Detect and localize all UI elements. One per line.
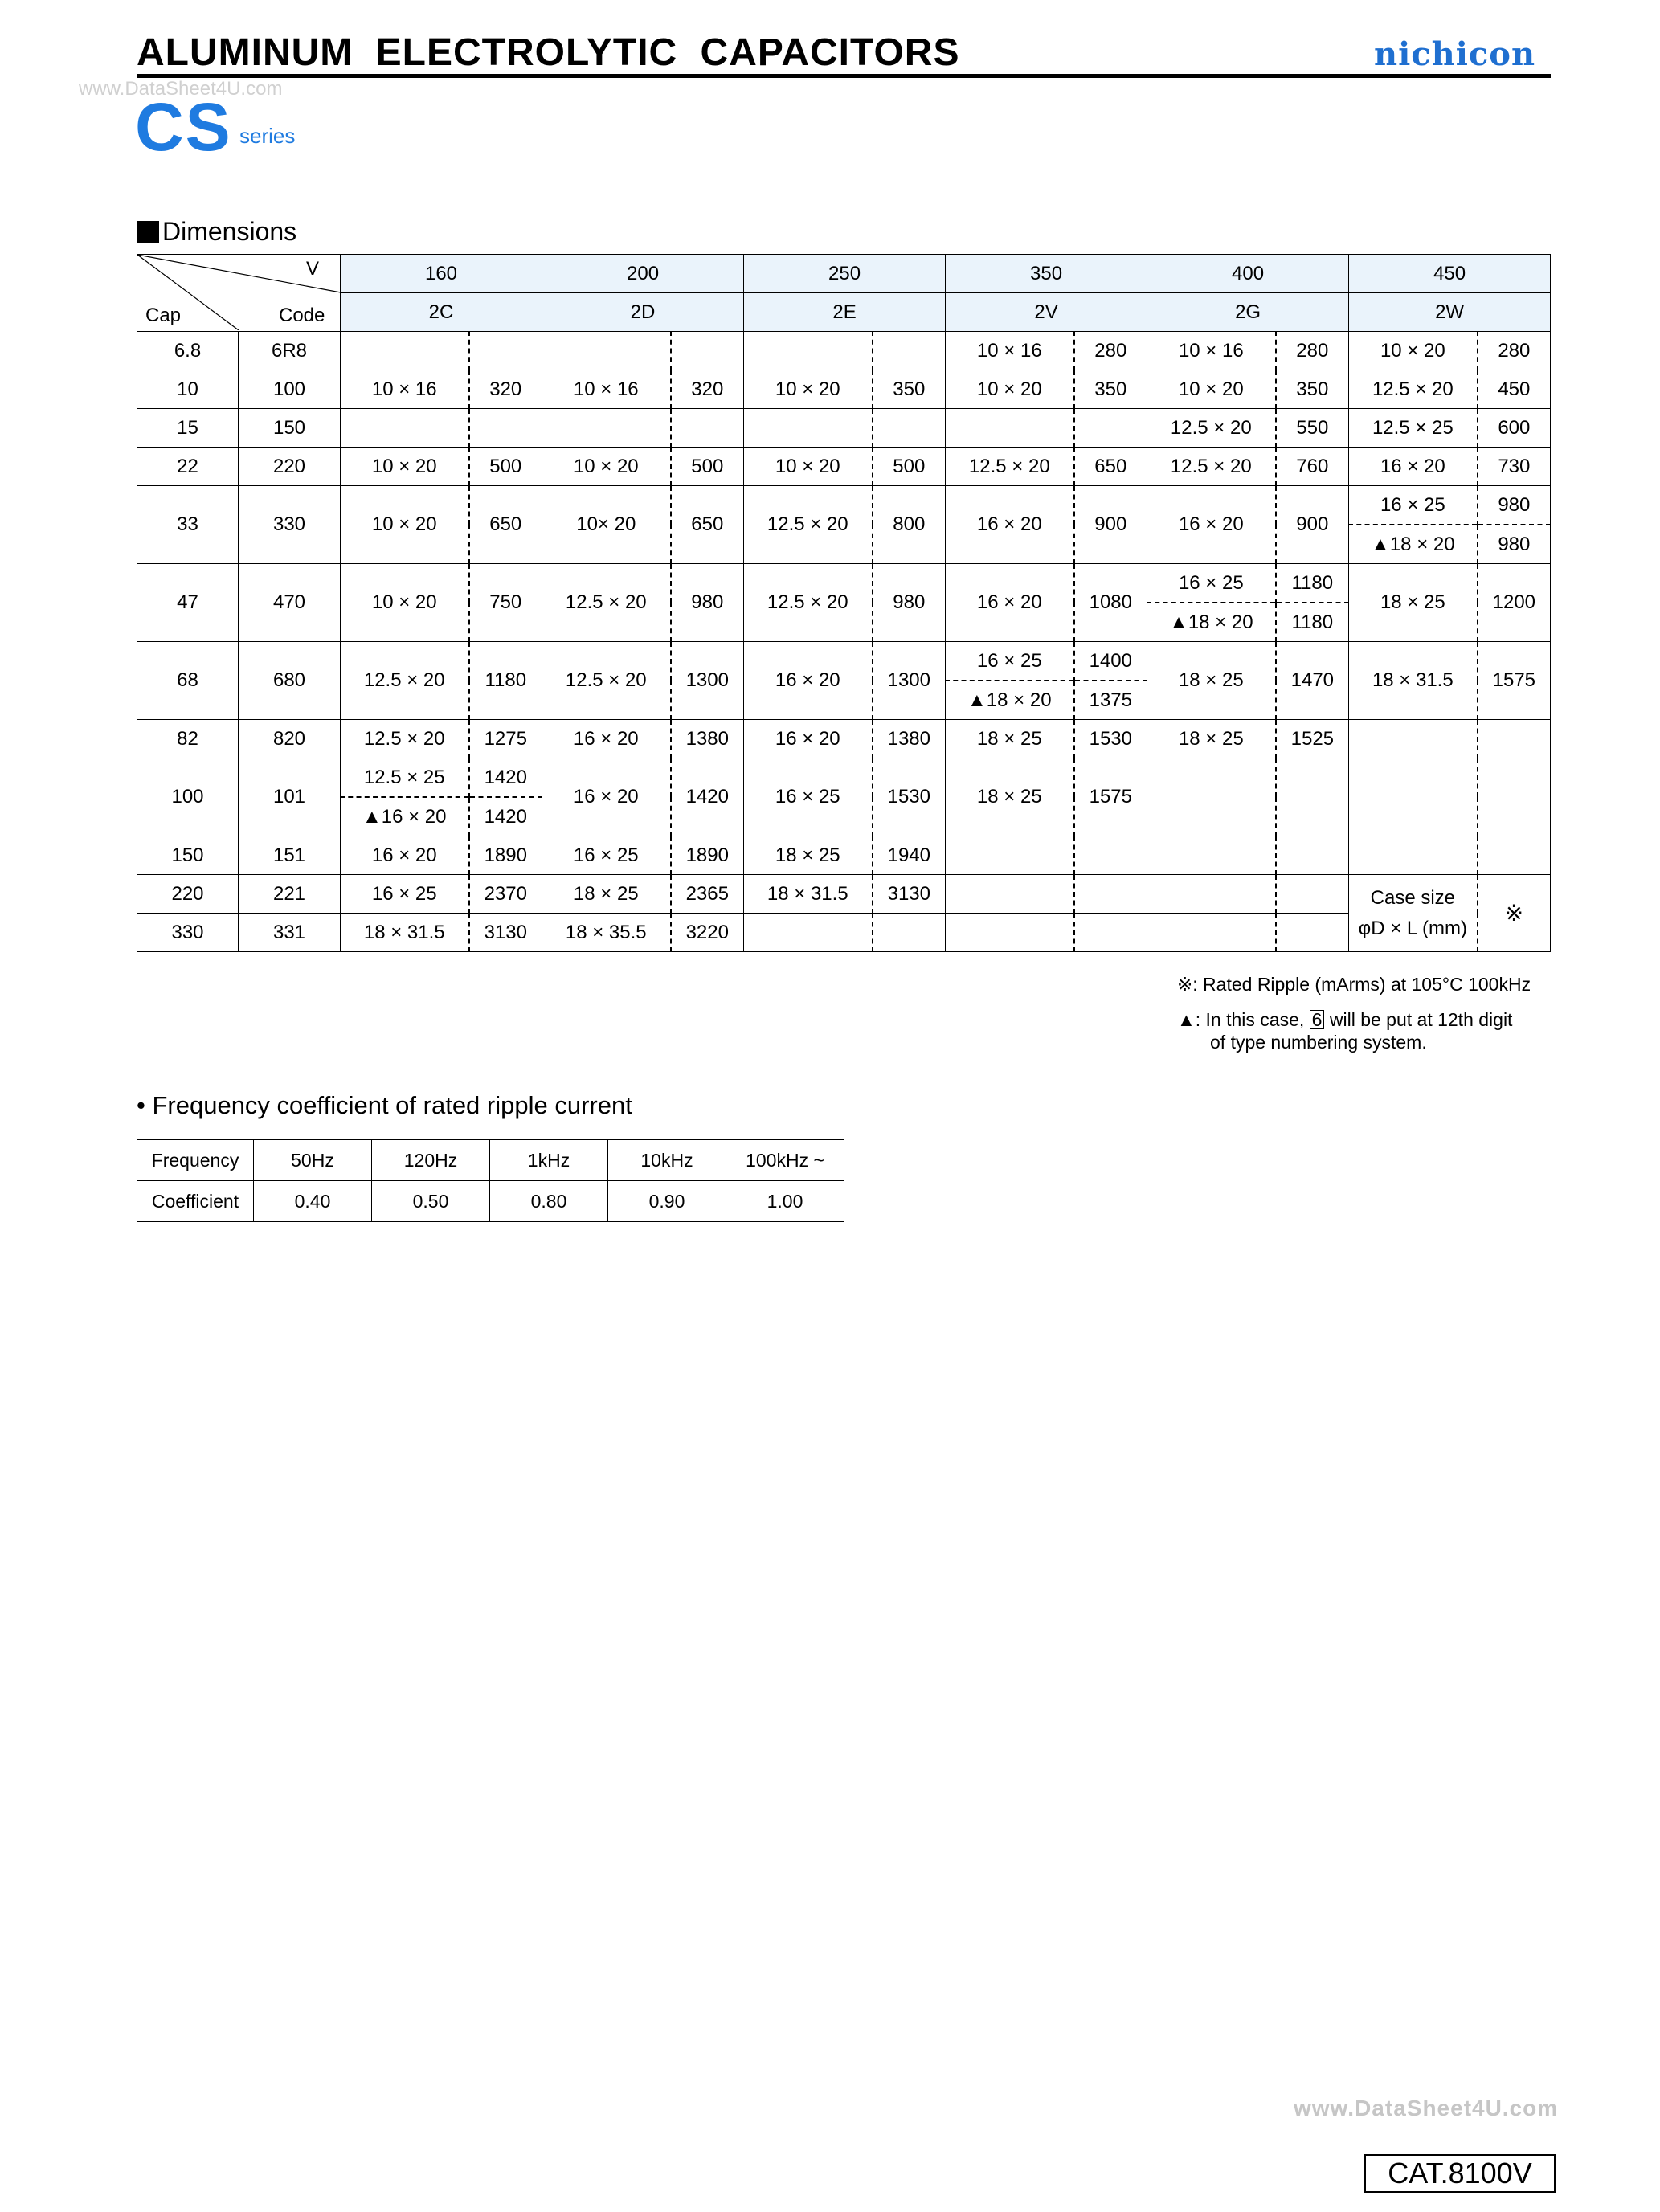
case-size-cell: 16 × 25 [1147,564,1276,603]
ripple-cell [1074,875,1147,914]
case-size-cell: 12.5 × 20 [946,448,1074,486]
ripple-cell [469,409,542,448]
vcode-header: 2G [1147,293,1349,332]
freq-cell: 50Hz [254,1140,372,1181]
voltage-header: 400 [1147,255,1349,293]
case-size-cell: 16 × 20 [744,642,873,720]
ripple-cell: 800 [873,486,946,564]
ripple-cell: 980 [873,564,946,642]
cap-cell: 330 [137,914,239,952]
case-size-cell [542,332,671,370]
table-row [137,642,1551,681]
case-size-cell [946,914,1074,952]
cap-label: Cap [145,305,182,326]
case-size-cell: 10 × 16 [341,370,469,409]
ripple-cell [1276,836,1349,875]
case-size-cell: 18 × 25 [946,720,1074,758]
coef-cell: 0.50 [372,1181,490,1222]
case-size-cell: 16 × 20 [1349,448,1478,486]
cap-cell: 68 [137,642,239,720]
ripple-cell: 1575 [1074,758,1147,836]
case-size-cell: 18 × 25 [542,875,671,914]
case-size-cell: 10 × 20 [1147,370,1276,409]
ripple-cell: 600 [1478,409,1551,448]
case-size-cell: 18 × 25 [1147,642,1276,720]
note-triangle-line2: of type numbering system. [1210,1032,1427,1053]
voltage-header-row [137,255,1551,293]
case-size-cell: 18 × 25 [1147,720,1276,758]
case-size-cell: 10 × 20 [341,448,469,486]
case-size-cell: ▲16 × 20 [341,797,469,836]
watermark-bottom: www.DataSheet4U.com [1294,2095,1559,2120]
case-size-cell: 16 × 25 [1349,486,1478,525]
table-row [137,448,1551,486]
ripple-cell: 3220 [671,914,744,952]
ripple-cell: 550 [1276,409,1349,448]
ripple-cell: 2370 [469,875,542,914]
table-row [137,370,1551,409]
case-size-cell [744,332,873,370]
ripple-cell: 1400 [1074,642,1147,681]
case-size-cell: 12.5 × 20 [1147,409,1276,448]
ripple-cell [1478,836,1551,875]
code-cell: 150 [239,409,341,448]
ripple-cell: 320 [671,370,744,409]
case-size-cell: 12.5 × 20 [542,642,671,720]
freq-cell: 100kHz ~ [726,1140,844,1181]
ripple-cell [1074,836,1147,875]
ripple-cell [1478,758,1551,836]
ripple-cell [873,332,946,370]
cap-cell: 10 [137,370,239,409]
ripple-cell: 980 [1478,486,1551,525]
case-size-cell: 10 × 20 [744,370,873,409]
case-size-cell [1147,758,1276,836]
ripple-cell: 280 [1074,332,1147,370]
case-size-cell [744,409,873,448]
cap-cell: 100 [137,758,239,836]
page-title: ALUMINUM ELECTROLYTIC CAPACITORS [137,31,960,74]
case-size-cell: 18 × 31.5 [341,914,469,952]
case-size-cell: 12.5 × 20 [744,564,873,642]
frequency-label: Frequency [137,1140,254,1181]
case-size-cell: 10 × 20 [542,448,671,486]
frequency-heading: • Frequency coefficient of rated ripple current [137,1091,632,1119]
ripple-cell: 1080 [1074,564,1147,642]
ripple-cell: 1180 [469,642,542,720]
case-size-cell: 18 × 25 [744,836,873,875]
coefficient-label: Coefficient [137,1181,254,1222]
ripple-cell: 280 [1276,332,1349,370]
ripple-cell: 1530 [873,758,946,836]
header-corner-cell [137,255,341,332]
dimensions-heading [137,217,296,247]
ripple-cell: 1575 [1478,642,1551,720]
cap-cell: 15 [137,409,239,448]
case-size-cell [341,332,469,370]
ripple-cell: 900 [1276,486,1349,564]
ripple-cell: 1375 [1074,681,1147,720]
note-rated-ripple: ※: Rated Ripple (mArms) at 105°C 100kHz [1177,974,1531,995]
ripple-cell: 350 [873,370,946,409]
case-size-cell: 12.5 × 20 [744,486,873,564]
ripple-cell [873,914,946,952]
ripple-cell: 500 [671,448,744,486]
vcode-header: 2W [1349,293,1551,332]
case-size-cell [1147,836,1276,875]
cap-cell: 33 [137,486,239,564]
case-size-cell [744,914,873,952]
coef-cell: 1.00 [726,1181,844,1222]
ripple-cell [1074,409,1147,448]
case-size-cell: 16 × 25 [946,642,1074,681]
voltage-header: 450 [1349,255,1551,293]
coef-cell: 0.80 [490,1181,608,1222]
coef-cell: 0.40 [254,1181,372,1222]
ripple-cell: 1300 [671,642,744,720]
note-triangle-suffix: will be put at 12th digit [1329,1009,1513,1030]
vcode-header-row [137,293,1551,332]
voltage-header: 250 [744,255,946,293]
ripple-cell: 1200 [1478,564,1551,642]
case-size-cell: ▲18 × 20 [1147,603,1276,642]
brand-logo: nichicon [1374,35,1536,73]
ripple-mark-legend: ※ [1478,875,1551,952]
ripple-cell: 350 [1074,370,1147,409]
ripple-cell: 1530 [1074,720,1147,758]
ripple-cell: 2365 [671,875,744,914]
table-row [137,720,1551,758]
table-row [137,409,1551,448]
case-size-cell [1349,758,1478,836]
ripple-cell: 500 [469,448,542,486]
code-cell: 220 [239,448,341,486]
square-bullet-icon [137,221,159,243]
ripple-cell [671,332,744,370]
cap-cell: 150 [137,836,239,875]
table-row [137,914,1551,952]
ripple-cell: 1380 [873,720,946,758]
coefficient-row [137,1181,844,1222]
table-row [137,758,1551,798]
case-size-cell: 16 × 20 [341,836,469,875]
ripple-cell: 1890 [469,836,542,875]
code-cell: 100 [239,370,341,409]
case-size-cell: 16 × 25 [744,758,873,836]
ripple-cell: 1940 [873,836,946,875]
code-cell: 470 [239,564,341,642]
frequency-row [137,1140,844,1181]
watermark-top: www.DataSheet4U.com [79,78,283,100]
cap-cell: 220 [137,875,239,914]
vcode-header: 2E [744,293,946,332]
ripple-cell: 1380 [671,720,744,758]
dimensions-table [137,254,1551,952]
code-cell: 221 [239,875,341,914]
case-size-cell: 10× 20 [542,486,671,564]
ripple-cell: 3130 [873,875,946,914]
case-size-cell [542,409,671,448]
ripple-cell [671,409,744,448]
series-code: CS [135,89,232,165]
table-row [137,564,1551,603]
case-size-cell: 18 × 25 [946,758,1074,836]
case-size-cell [946,875,1074,914]
ripple-cell: 650 [671,486,744,564]
ripple-cell [873,409,946,448]
cap-cell: 6.8 [137,332,239,370]
case-size-cell: 16 × 20 [542,758,671,836]
cap-cell: 47 [137,564,239,642]
case-size-cell: 10 × 20 [341,486,469,564]
table-row [137,836,1551,875]
ripple-cell: 320 [469,370,542,409]
case-size-legend-line2: φD × L (mm) [1358,917,1467,939]
ripple-cell: 500 [873,448,946,486]
catalog-number: CAT.8100V [1364,2154,1556,2193]
table-row [137,875,1551,914]
code-cell: 331 [239,914,341,952]
ripple-cell: 730 [1478,448,1551,486]
table-row [137,332,1551,370]
case-size-cell: 18 × 31.5 [1349,642,1478,720]
freq-cell: 120Hz [372,1140,490,1181]
case-size-cell: 12.5 × 25 [341,758,469,798]
ripple-cell: 1180 [1276,603,1349,642]
title-rule [137,74,1551,78]
ripple-cell [1074,914,1147,952]
ripple-cell: 3130 [469,914,542,952]
ripple-cell: 1275 [469,720,542,758]
ripple-cell: 1180 [1276,564,1349,603]
ripple-cell: 760 [1276,448,1349,486]
case-size-legend [1349,875,1478,952]
code-cell: 101 [239,758,341,836]
cap-cell: 82 [137,720,239,758]
note-triangle-prefix: ▲: In this case, [1177,1009,1305,1030]
case-size-cell: 12.5 × 20 [542,564,671,642]
ripple-cell: 980 [1478,525,1551,564]
code-cell: 6R8 [239,332,341,370]
note-triangle [1177,1008,1512,1053]
vcode-header: 2V [946,293,1147,332]
boxed-digit: 6 [1310,1010,1325,1029]
ripple-cell: 1420 [469,758,542,798]
ripple-cell [469,332,542,370]
case-size-cell: 16 × 20 [946,486,1074,564]
voltage-header: 350 [946,255,1147,293]
case-size-cell: 12.5 × 25 [1349,409,1478,448]
freq-cell: 1kHz [490,1140,608,1181]
case-size-cell: 18 × 25 [1349,564,1478,642]
ripple-cell: 750 [469,564,542,642]
frequency-table [137,1139,844,1222]
case-size-cell: 16 × 20 [542,720,671,758]
ripple-cell: 1525 [1276,720,1349,758]
ripple-cell: 1470 [1276,642,1349,720]
case-size-cell: 10 × 20 [1349,332,1478,370]
ripple-cell [1276,875,1349,914]
series-word: series [239,124,296,148]
ripple-cell: 1300 [873,642,946,720]
table-row [137,486,1551,525]
ripple-cell: 280 [1478,332,1551,370]
case-size-cell: 16 × 25 [542,836,671,875]
ripple-cell: 650 [469,486,542,564]
ripple-cell: 350 [1276,370,1349,409]
voltage-header: 200 [542,255,744,293]
case-size-cell: 12.5 × 20 [1147,448,1276,486]
ripple-cell: 1420 [469,797,542,836]
case-size-cell [1349,836,1478,875]
v-label: V [306,258,320,280]
case-size-cell [946,836,1074,875]
case-size-cell: ▲18 × 20 [1349,525,1478,564]
case-size-cell: 16 × 20 [946,564,1074,642]
coef-cell: 0.90 [608,1181,726,1222]
case-size-cell [341,409,469,448]
code-cell: 330 [239,486,341,564]
case-size-cell: 10 × 16 [1147,332,1276,370]
case-size-cell: 10 × 20 [744,448,873,486]
code-label: Code [279,305,325,326]
case-size-cell: 18 × 31.5 [744,875,873,914]
code-cell: 151 [239,836,341,875]
ripple-cell [1478,720,1551,758]
cap-cell: 22 [137,448,239,486]
ripple-cell: 1890 [671,836,744,875]
case-size-cell: 10 × 20 [341,564,469,642]
dimensions-heading-text: Dimensions [162,217,297,246]
ripple-cell: 980 [671,564,744,642]
ripple-cell [1276,758,1349,836]
freq-cell: 10kHz [608,1140,726,1181]
case-size-cell: 16 × 25 [341,875,469,914]
ripple-cell: 1420 [671,758,744,836]
case-size-cell: 18 × 35.5 [542,914,671,952]
case-size-cell: 12.5 × 20 [341,720,469,758]
voltage-header: 160 [341,255,542,293]
case-size-cell: 10 × 20 [946,370,1074,409]
ripple-cell: 900 [1074,486,1147,564]
case-size-cell: 16 × 20 [744,720,873,758]
case-size-cell: 12.5 × 20 [341,642,469,720]
ripple-cell: 450 [1478,370,1551,409]
case-size-legend-line1: Case size [1370,886,1456,909]
case-size-cell: 12.5 × 20 [1349,370,1478,409]
code-cell: 820 [239,720,341,758]
case-size-cell [1147,914,1276,952]
case-size-cell: ▲18 × 20 [946,681,1074,720]
ripple-cell [1276,914,1349,952]
case-size-cell [1147,875,1276,914]
ripple-cell: 650 [1074,448,1147,486]
case-size-cell: 10 × 16 [542,370,671,409]
case-size-cell [1349,720,1478,758]
vcode-header: 2C [341,293,542,332]
case-size-cell: 10 × 16 [946,332,1074,370]
vcode-header: 2D [542,293,744,332]
case-size-cell [946,409,1074,448]
case-size-cell: 16 × 20 [1147,486,1276,564]
code-cell: 680 [239,642,341,720]
